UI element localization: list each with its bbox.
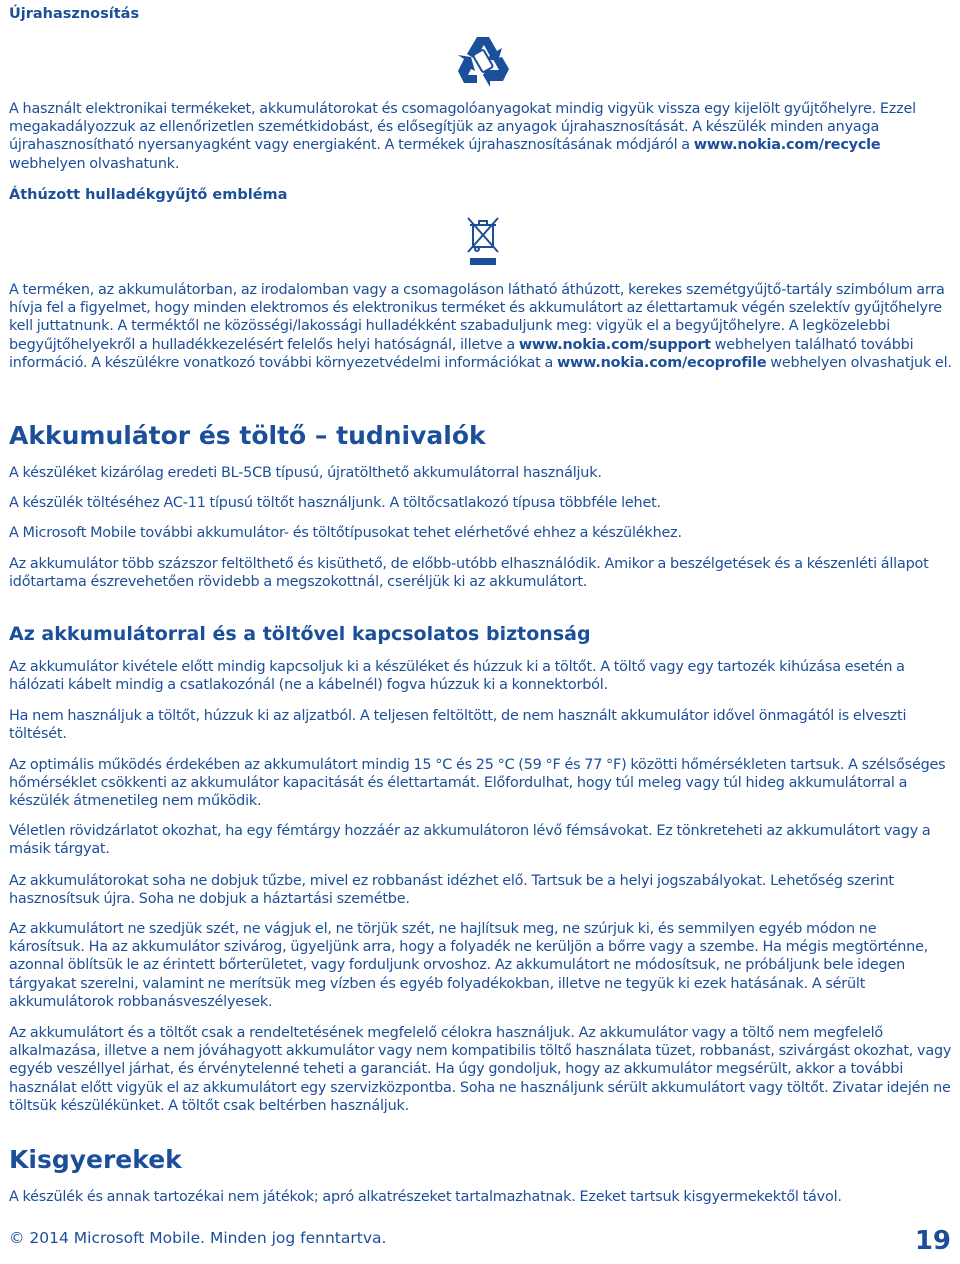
page-number: 19 (914, 1226, 951, 1256)
bin-text: A terméken, az akkumulátorban, az irodalomban vagy a csomagoláson látható áthúzott, kerekes szemétgyűjtő-tartály szimbólum arra hívja fel a figyelmet, hogy minden elektromos és elektronikus terméket és akkumulátort az élettartamuk végén szelektív gyűjtőhelyre kell juttatnunk. A terméktől ne közösségi/lakossági hulladékként szabaduljunk meg: vigyük el a begyűjtőhelyre. A legközelebbi begyűjtőhelyekről a hulladékkezelésért felelős helyi hatóságnál, illetve a (9, 282, 945, 353)
battery-info-heading: Akkumulátor és töltő – tudnivalók (9, 421, 486, 450)
bin-emblem-heading: Áthúzott hulladékgyűjtő embléma (9, 187, 288, 203)
battery-safety-p6: Az akkumulátort ne szedjük szét, ne vágjuk el, ne törjük szét, ne hajlítsuk meg, ne szúrjuk ki, és semmilyen egyéb módon ne károsítsuk. Ha az akkumulátor szivárog, ügyeljünk arra, hogy a folyadék ne kerüljön a bőrre vagy a szembe. Ha mégis megtörténne, azonnal öblítsük le az érintett bőrterületet, vagy forduljunk orvoshoz. Az akkumulátort ne módosítsuk, ne próbáljunk bele idegen tárgyakat szerelni, valamint ne merítsük meg vízben és egyéb folyadékokban, illetve ne tegyük ki ezek hatásának. A sérült akkumulátorok robbanásveszélyesek. (9, 921, 929, 1010)
battery-safety-p3: Az optimális működés érdekében az akkumulátort mindig 15 °C és 25 °C (59 °F és 77 °F) közötti hőmérsékleten tartsuk. A szélsőséges hőmérséklet csökkenti az akkumulátor kapacitását és élettartamát. Előfordulhat, hogy túl meleg vagy túl hideg akkumulátorral a készülék átmenetileg nem működik. (9, 757, 946, 810)
recycling-paragraph (9, 100, 954, 173)
copyright-text: © 2014 Microsoft Mobile. Minden jog fenntartva. (9, 1229, 387, 1247)
recycling-tail: webhelyen olvashatunk. (9, 155, 180, 172)
battery-safety-p7: Az akkumulátort és a töltőt csak a rendeltetésének megfelelő célokra használjuk. Az akkumulátor vagy a töltő nem megfelelő alkalmazása, illetve a nem jóváhagyott akkumulátor vagy nem kompatibilis töltő használata tüzet, robbanást, szivárgást okozhat, vagy egyéb veszéllyel járhat, és érvénytelenné teheti a garanciát. Ha úgy gondoljuk, hogy az akkumulátor megsérült, akkor a további használat előtt vigyük el az akkumulátort egy szervizközpontba. Soha ne használjunk sérült akkumulátort vagy töltőt. Zivatar idején ne töltsük készülékünket. A töltőt csak beltérben használjuk. (9, 1025, 952, 1114)
battery-info-p2: A készülék töltéséhez AC-11 típusú töltőt használjunk. A töltőcsatlakozó típusa többféle lehet. (9, 495, 661, 511)
recycling-heading: Újrahasznosítás (9, 6, 140, 22)
battery-info-p3: A Microsoft Mobile további akkumulátor- és töltőtípusokat tehet elérhetővé ehhez a készülékhez. (9, 525, 682, 541)
battery-info-p4: Az akkumulátor több százszor feltölthető és kisüthető, de előbb-utóbb elhasználódik. Amikor a beszélgetések és a készenléti állapot időtartama észrevehetően rövidebb a megszokottnál, cseréljük ki az akkumulátort. (9, 556, 929, 591)
children-heading: Kisgyerekek (9, 1145, 182, 1174)
nokia-support-link[interactable]: www.nokia.com/support (518, 336, 711, 353)
bin-emblem-paragraph (9, 281, 954, 372)
recycling-text: A használt elektronikai termékeket, akkumulátorokat és csomagolóanyagokat mindig vigyük vissza egy kijelölt gyűjtőhelyre. Ezzel megakadályozzuk az ellenőrizetlen szemétkidobást, és elősegítjük az anyagok újrahasznosítását. A készülék minden anyaga újrahasznosítható nyersanyagként vagy energiaként. A termékek újrahasznosításának módjáról a (9, 101, 916, 154)
bin-mid: webhelyen található további információ. A készülékre vonatkozó további környezetvédelmi információkat a (9, 336, 914, 371)
battery-info-p1: A készüléket kizárólag eredeti BL-5CB típusú, újratölthető akkumulátorral használjuk. (9, 465, 602, 481)
nokia-recycle-link[interactable]: www.nokia.com/recycle (693, 137, 881, 154)
battery-safety-p5: Az akkumulátorokat soha ne dobjuk tűzbe, mivel ez robbanást idézhet elő. Tartsuk be a helyi jogszabályokat. Lehetőség szerint hasznosítsuk újra. Soha ne dobjuk a háztartási szemétbe. (9, 873, 894, 908)
crossed-out-bin-icon (465, 215, 501, 267)
recycle-icon (455, 35, 511, 89)
battery-safety-p1: Az akkumulátor kivétele előtt mindig kapcsoljuk ki a készüléket és húzzuk ki a töltőt. A töltő vagy egy tartozék kihúzása esetén a hálózati kábelt mindig a csatlakozónál (ne a kábelnél) fogva húzzuk ki a konnektorból. (9, 659, 905, 694)
battery-safety-heading: Az akkumulátorral és a töltővel kapcsolatos biztonság (9, 623, 591, 645)
battery-safety-p4: Véletlen rövidzárlatot okozhat, ha egy fémtárgy hozzáér az akkumulátoron lévő fémsávokat. Ez tönkreteheti az akkumulátort vagy a másik tárgyat. (9, 823, 931, 858)
bin-tail: webhelyen olvashatjuk el. (766, 354, 952, 371)
battery-safety-p2: Ha nem használjuk a töltőt, húzzuk ki az aljzatból. A teljesen feltöltött, de nem használt akkumulátor idővel önmagától is elveszti töltését. (9, 708, 907, 743)
nokia-ecoprofile-link[interactable]: www.nokia.com/ecoprofile (556, 354, 767, 371)
children-paragraph: A készülék és annak tartozékai nem játékok; apró alkatrészeket tartalmazhatnak. Ezeket tartsuk kisgyermekektől távol. (9, 1189, 842, 1205)
